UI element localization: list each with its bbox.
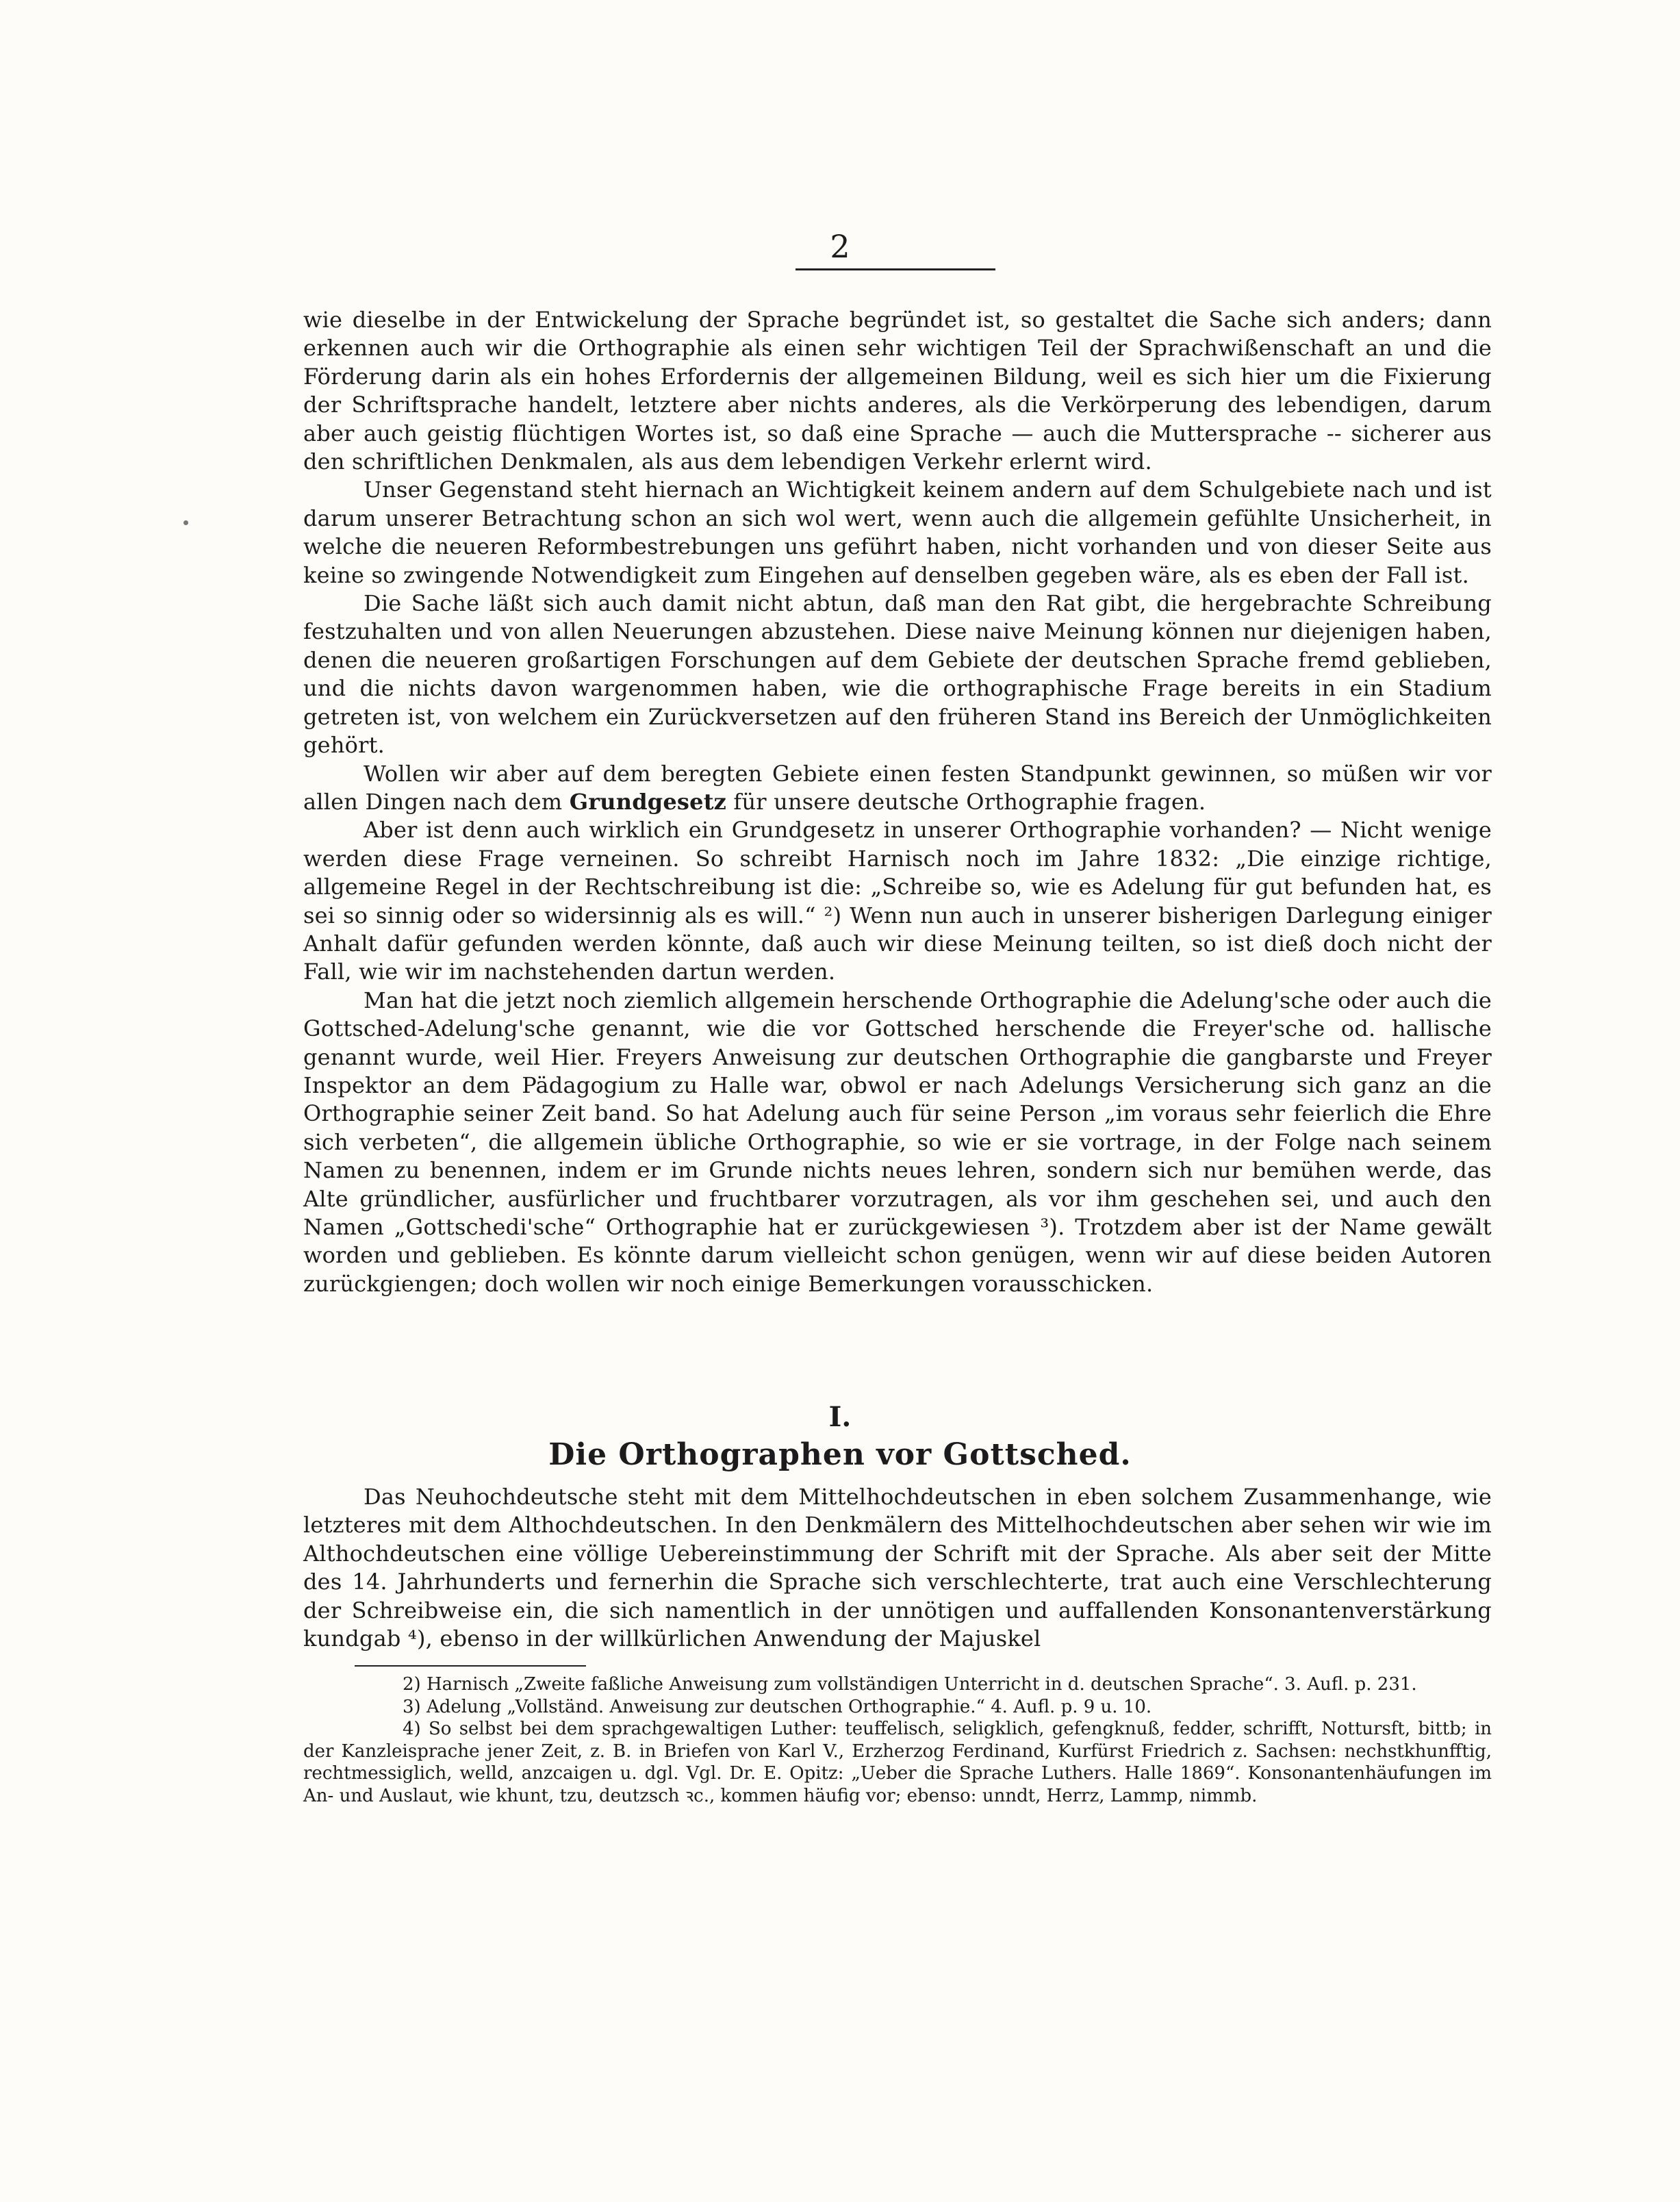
page-number-rule [796, 268, 995, 270]
section-numeral: I. [828, 1401, 852, 1433]
paragraph-adelung: Man hat die jetzt noch ziemlich allgemein herschende Orthographie die Adelung'sche oder auch die Gottsched-Adelung'sche genannt, wie die vor Gottsched herschende die Freyer'sche od. hallische genannt wurde, weil Hier. Freyers Anweisung zur deutschen Orthographie die gangbarste und Freyer Inspektor an dem Pädagogium zu Halle war, obwol er nach Adelungs Versicherung sich ganz an die Orthographie seiner Zeit band. So hat Adelung auch für seine Person „im voraus sehr feierlich die Ehre sich verbeten“, die allgemein übliche Orthographie, so wie er sie vortrage, in der Folge nach seinem Namen zu benennen, indem er im Grunde nichts neues lehren, sondern sich nur bemühen werde, das Alte gründlicher, ausfürlicher und fruchtbarer vorzutragen, als vor ihm geschehen sei, und auch den Namen „Gottschedi'sche“ Orthographie hat er zurückgewiesen ³). Trotzdem aber ist der Name gewält worden und geblieben. Es könnte darum vielleicht schon genügen, wenn wir auf diese beiden Autoren zurückgiengen; doch wollen wir noch einige Bemerkungen vorausschicken. [303, 987, 1492, 1297]
paragraph-harnisch: Aber ist denn auch wirklich ein Grundgesetz in unserer Orthographie vorhanden? — Nicht wenige werden diese Frage verneinen. So schreibt Harnisch noch im Jahre 1832: „Die einzige richtige, allgemeine Regel in der Rechtschreibung ist die: „Schreibe so, wie es Adelung für gut befunden hat, es sei so sinnig oder so widersinnig als es will.“ ²) Wenn nun auch in unserer bisherigen Darlegung einiger Anhalt dafür gefunden werden könnte, daß auch wir diese Meinung teilten, so ist dieß doch nicht der Fall, wie wir im nachstehenden dartun werden. [303, 817, 1492, 985]
footnotes [303, 1673, 1492, 1808]
footnote-3: 3) Adelung „Vollständ. Anweisung zur deutschen Orthographie.“ 4. Aufl. p. 9 u. 10. [403, 1696, 1152, 1717]
footnote-4: 4) So selbst bei dem sprachgewaltigen Luther: teuffelisch, seligklich, gefengknuß, fedder, schrifft, Nottursft, bittb; in der Kanzleisprache jener Zeit, z. B. in Briefen von Karl V., Erzherzog Ferdinand, Kurfürst Friedrich z. Sachsen: nechstkhunfftig, rechtmessiglich, welld, anzcaigen u. dgl. Vgl. Dr. E. Opitz: „Ueber die Sprache Luthers. Halle 1869“. Konsonantenhäufungen im An- und Auslaut, wie khunt, tzu, deutzsch ꝛc., kommen häufig vor; ebenso: unndt, Herrz, Lammp, nimmb. [303, 1719, 1492, 1806]
footnote-2: 2) Harnisch „Zweite faßliche Anweisung zum vollständigen Unterricht in d. deutschen Sprache“. 3. Aufl. p. 231. [403, 1674, 1417, 1695]
paragraph-sache: Die Sache läßt sich auch damit nicht abtun, daß man den Rat gibt, die hergebrachte Schreibung festzuhalten und von allen Neuerungen abzustehen. Diese naive Meinung können nur diejenigen haben, denen die neueren großartigen Forschungen auf dem Gebiete der deutschen Sprache fremd geblieben, und die nichts davon wargenommen haben, wie die orthographische Frage bereits in ein Stadium getreten ist, von welchem ein Zurückversetzen auf den früheren Stand ins Bereich der Unmöglichkeiten gehört. [303, 590, 1492, 759]
paragraph-continuation: wie dieselbe in der Entwickelung der Sprache begründet ist, so gestaltet die Sache sich anders; dann erkennen auch wir die Orthographie als einen sehr wichtigen Teil der Sprachwißenschaft an und die Förderung darin als ein hohes Erfordernis der allgemeinen Bildung, weil es sich hier um die Fixierung der Schriftsprache handelt, letztere aber nichts anderes, als die Verkörperung des lebendigen, darum aber auch geistig flüchtigen Wortes ist, so daß eine Sprache — auch die Muttersprache -- sicherer aus den schriftlichen Denkmalen, als aus dem lebendigen Verkehr erlernt wird. [303, 307, 1492, 475]
footnote-separator [355, 1665, 586, 1667]
paragraph-grundgesetz [303, 760, 1492, 817]
paragraph-gegenstand: Unser Gegenstand steht hiernach an Wichtigkeit keinem andern auf dem Schulgebiete nach und ist darum unserer Betrachtung schon an sich wol wert, wenn auch die allgemein gefühlte Unsicherheit, in welche die neueren Reformbestrebungen uns geführt haben, nicht vorhanden und von dieser Seite aus keine so zwingende Notwendigkeit zum Eingehen auf denselben gegeben wäre, als es eben der Fall ist. [303, 477, 1492, 588]
paragraph-neuhochdeutsch: Das Neuhochdeutsche steht mit dem Mittelhochdeutschen in eben solchem Zusammenhange, wie letzteres mit dem Althochdeutschen. In den Denkmälern des Mittelhochdeutschen aber sehen wir wie im Althochdeutschen eine völlige Uebereinstimmung der Schrift mit der Sprache. Als aber seit der Mitte des 14. Jahrhunderts und fernerhin die Sprache sich verschlechterte, trat auch eine Verschlechterung der Schreibweise ein, die sich namentlich in der unnötigen und auffallenden Konsonantenverstärkung kundgab ⁴), ebenso in der willkürlichen Anwendung der Majuskel [303, 1484, 1492, 1652]
page-number: 2 [830, 228, 850, 265]
section-title: Die Orthographen vor Gottsched. [548, 1437, 1132, 1472]
body-text-section-2 [303, 1483, 1492, 1653]
paper-speck [183, 520, 188, 525]
grundgesetz-emphasis: Grundgesetz [569, 788, 727, 815]
body-text-section-1 [303, 306, 1492, 1298]
para4-before: Wollen wir aber auf dem beregten Gebiete einen festen Standpunkt gewinnen, so müßen wir vor allen Dingen nach dem [303, 760, 1492, 815]
para4-after: für unsere deutsche Orthographie fragen. [726, 788, 1206, 815]
